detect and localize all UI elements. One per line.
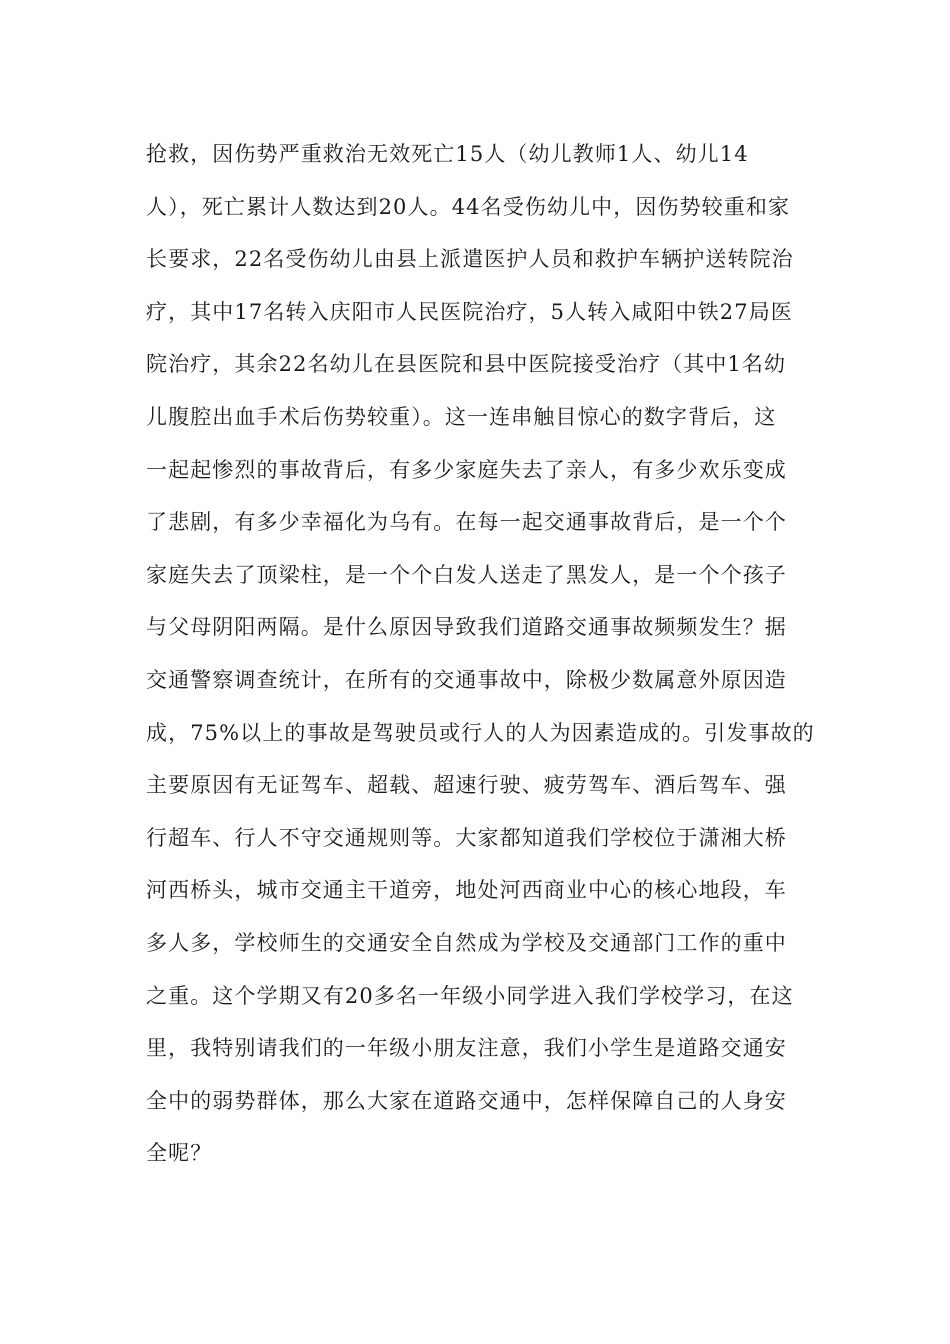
text-line: 全呢？ (146, 1141, 213, 1166)
text-line: 与父母阴阳两隔。是什么原因导致我们道路交通事故频频发生？据 (146, 615, 787, 640)
text-line: 里，我特别请我们的一年级小朋友注意，我们小学生是道路交通安 (146, 1036, 787, 1061)
body-paragraph (146, 128, 816, 1180)
text-line: 了悲剧，有多少幸福化为乌有。在每一起交通事故背后，是一个个 (146, 510, 787, 535)
text-line: 河西桥头，城市交通主干道旁，地处河西商业中心的核心地段，车 (146, 878, 787, 903)
text-line: 交通警察调查统计，在所有的交通事故中，除极少数属意外原因造 (146, 667, 787, 692)
text-line: 疗，其中17名转入庆阳市人民医院治疗，5人转入咸阳中铁27局医 (146, 299, 793, 324)
text-line: 儿腹腔出血手术后伤势较重）。这一连串触目惊心的数字背后，这 (146, 404, 777, 429)
text-line: 一起起惨烈的事故背后，有多少家庭失去了亲人，有多少欢乐变成 (146, 457, 787, 482)
text-line: 全中的弱势群体，那么大家在道路交通中，怎样保障自己的人身安 (146, 1088, 787, 1113)
text-line: 长要求，22名受伤幼儿由县上派遣医护人员和救护车辆护送转院治 (146, 247, 794, 272)
text-line: 多人多，学校师生的交通安全自然成为学校及交通部门工作的重中 (146, 930, 787, 955)
text-line: 主要原因有无证驾车、超载、超速行驶、疲劳驾车、酒后驾车、强 (146, 773, 787, 798)
text-line: 之重。这个学期又有20多名一年级小同学进入我们学校学习，在这 (146, 983, 794, 1008)
text-line: 行超车、行人不守交通规则等。大家都知道我们学校位于潇湘大桥 (146, 825, 787, 850)
text-line: 成，75%以上的事故是驾驶员或行人的人为因素造成的。引发事故的 (146, 720, 815, 745)
text-line: 家庭失去了顶梁柱，是一个个白发人送走了黑发人，是一个个孩子 (146, 562, 787, 587)
text-line: 抢救，因伤势严重救治无效死亡15人（幼儿教师1人、幼儿14 (146, 142, 749, 166)
text-line: 人），死亡累计人数达到20人。44名受伤幼儿中，因伤势较重和家 (146, 194, 791, 219)
text-line: 院治疗，其余22名幼儿在县医院和县中医院接受治疗（其中1名幼 (146, 352, 787, 377)
